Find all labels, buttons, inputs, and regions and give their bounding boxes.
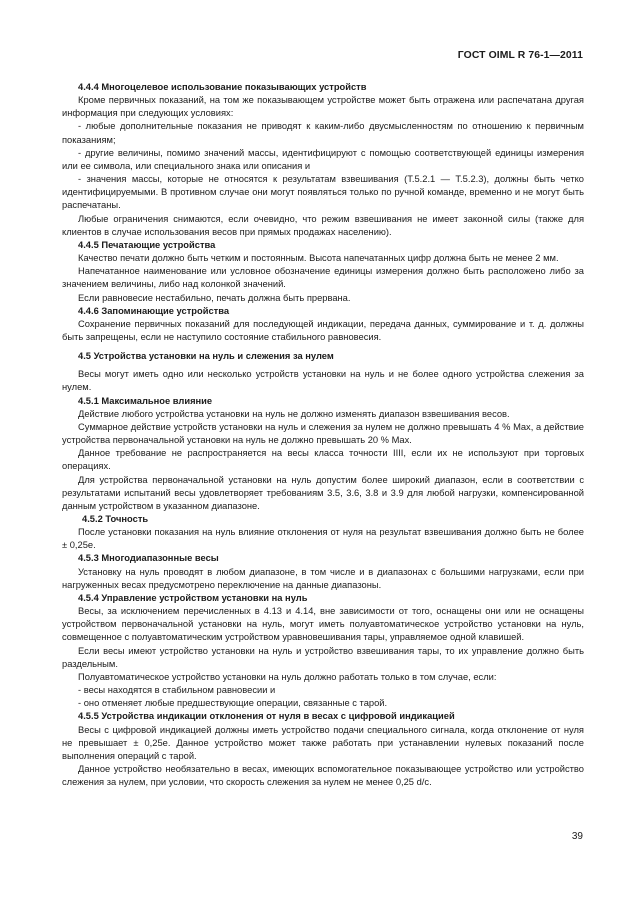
heading-4-5-5: 4.5.5 Устройства индикации отклонения от нуля в весах с цифровой индикацией [78,711,455,722]
paragraph: Действие любого устройства установки на нуль не должно изменять диапазон взвешивания весов. [78,408,510,419]
page-number: 39 [571,831,583,842]
paragraph: Суммарное действие устройств установки на нуль и слежения за нулем не должно превышать 4 % Max, а действие устройства первоначальной установки на нуль не должно превышать 20 % Max. [62,421,584,446]
document-header: ГОСТ OIML R 76-1—2011 [457,50,583,61]
section-heading-4-5: 4.5 Устройства установки на нуль и слежения за нулем [78,351,334,362]
document-body [62,81,584,789]
paragraph: Установку на нуль проводят в любом диапазоне, в том числе и в диапазонах с большими нагрузками, если при нагруженных весах предусмотрено переключение на данные диапазоны. [62,566,584,590]
paragraph: Весы, за исключением перечисленных в 4.13 и 4.14, вне зависимости от того, оснащены они или не оснащены устройством первоначальной установки на нуль, могут иметь полуавтоматическое устройство установки на нуль, совмещенное с полуавтоматическим устройством уравновешивания тары, управляемое одной клавишей. [62,606,584,643]
paragraph: Кроме первичных показаний, на том же показывающем устройстве может быть отражена или распечатана другая информация при следующих условиях: [62,95,584,119]
paragraph: Весы с цифровой индикацией должны иметь устройство подачи специального сигнала, когда отклонение от нуля не превышает ± 0,25e. Данное устройство может также работать при устанавлении нулевых показаний после выполнения операций с тарой. [62,724,584,761]
paragraph: Сохранение первичных показаний для последующей индикации, передача данных, суммирование и т. д. должны быть запрещены, если не наступило состояние стабильного равновесия. [62,318,584,342]
heading-4-4-6: 4.4.6 Запоминающие устройства [78,305,230,316]
list-item: - значения массы, которые не относятся к результатам взвешивания (Т.5.2.1 — Т.5.2.3), должны быть четко идентифицируемыми. В противном случае они могут появляться только по ручной команде, временно и не могут быть распечатаны. [62,174,584,211]
list-item: - любые дополнительные показания не приводят к каким-либо двусмысленностям по отношению к первичным показаниям; [62,121,584,145]
heading-4-4-4: 4.4.4 Многоцелевое использование показывающих устройств [78,82,367,92]
heading-4-5-2: 4.5.2 Точность [82,514,149,524]
paragraph: Полуавтоматическое устройство установки на нуль должно работать только в том случае, если: [78,671,497,682]
paragraph: Качество печати должно быть четким и постоянным. Высота напечатанных цифр должна быть не менее 2 мм. [78,253,559,264]
list-item: - оно отменяет любые предшествующие операции, связанные с тарой. [78,698,388,709]
heading-4-5-3: 4.5.3 Многодиапазонные весы [78,553,219,564]
heading-4-5-4: 4.5.4 Управление устройством установки на нуль [78,592,308,603]
paragraph: Напечатанное наименование или условное обозначение единицы измерения должно быть расположено либо за значением величины, либо над колонкой значений. [62,266,584,290]
list-item: - другие величины, помимо значений массы, идентифицируют с помощью соответствующей единицы измерения или ее символа, или специального знака или описания и [62,147,584,171]
paragraph: Любые ограничения снимаются, если очевидно, что режим взвешивания не имеет законной силы (также для клиентов в случае использования весов при прямых продажах населению). [62,213,584,237]
heading-4-4-5: 4.4.5 Печатающие устройства [78,239,216,250]
paragraph: Для устройства первоначальной установки на нуль допустим более широкий диапазон, если в соответствии с результатами испытаний весы удовлетворяет требованиям 3.5, 3.6, 3.8 и 3.9 для любой нагрузки, компенсированной данным устройством в указанном диапазоне. [62,474,584,511]
paragraph: Если весы имеют устройство установки на нуль и устройство взвешивания тары, то их управление должно быть раздельным. [62,645,584,669]
paragraph: Весы могут иметь одно или несколько устройств установки на нуль и не более одного устройства слежения за нулем. [62,369,584,393]
paragraph: После установки показания на нуль влияние отклонения от нуля на результат взвешивания должно быть не более ± 0,25e. [62,527,584,551]
heading-4-5-1: 4.5.1 Максимальное влияние [78,395,213,406]
paragraph: Данное устройство необязательно в весах, имеющих вспомогательное показывающее устройство или устройство слежения за нулем, при условии, что скорость слежения за нулем не менее 0,25 d/c. [62,763,584,788]
paragraph: Данное требование не распространяется на весы класса точности IIII, если их не используют при торговых операциях. [62,448,584,472]
paragraph: Если равновесие нестабильно, печать должна быть прервана. [78,292,351,303]
list-item: - весы находятся в стабильном равновесии и [78,685,276,696]
